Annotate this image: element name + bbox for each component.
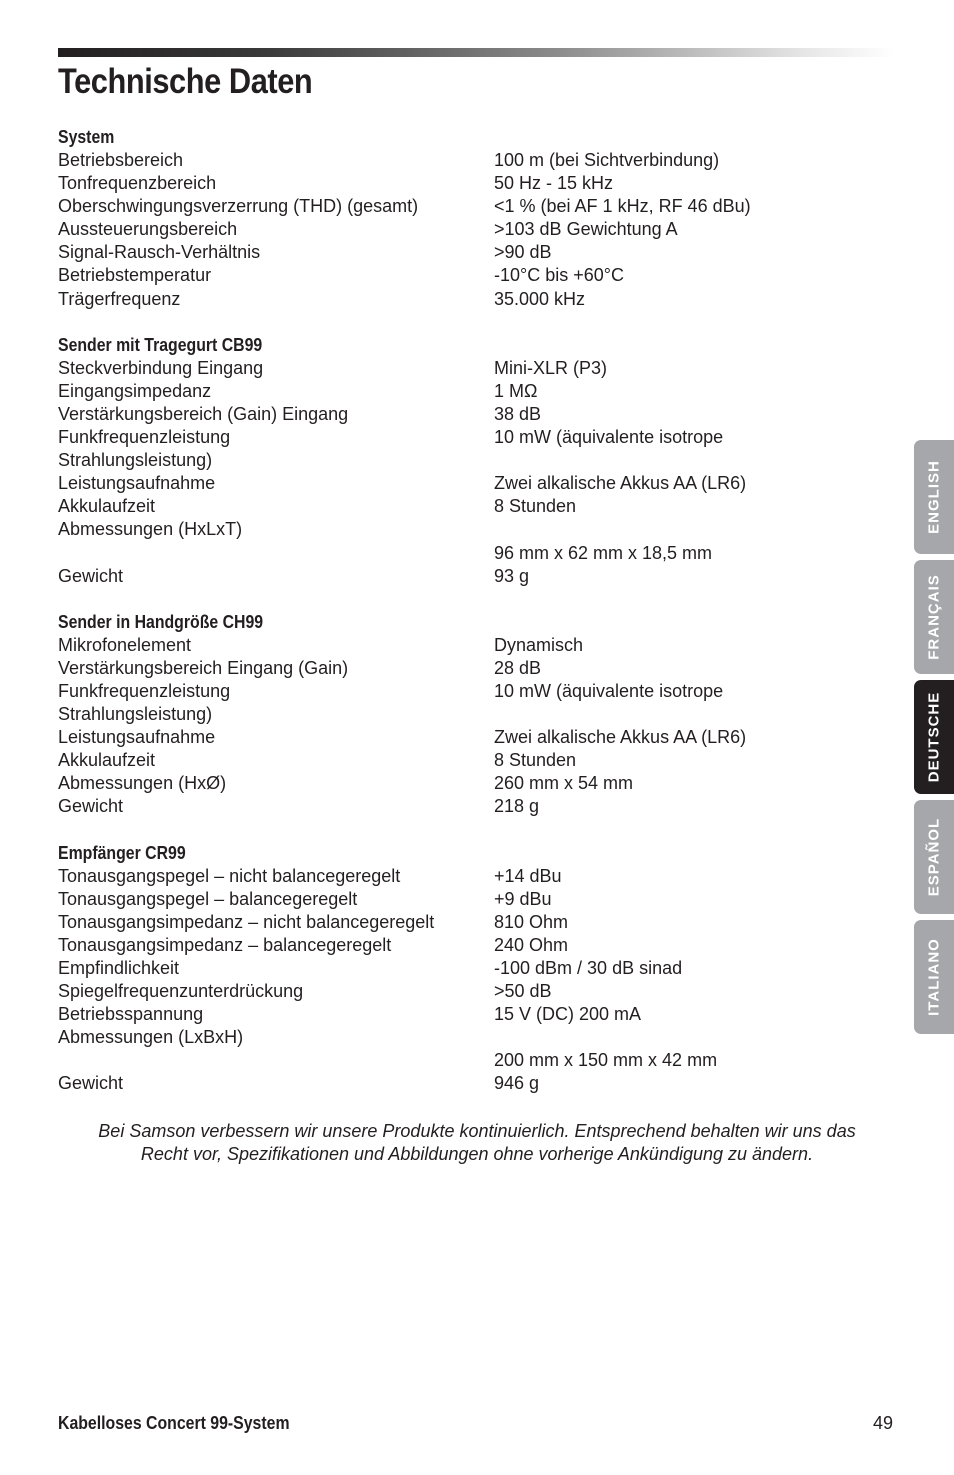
spec-label: Funkfrequenzleistung bbox=[58, 427, 231, 448]
spec-value: Zwei alkalische Akkus AA (LR6) bbox=[494, 473, 747, 494]
spec-value: 93 g bbox=[494, 565, 530, 586]
spec-label: Funkfrequenzleistung bbox=[58, 680, 231, 701]
spec-label: Spiegelfrequenzunterdrückung bbox=[58, 981, 304, 1002]
spec-row bbox=[58, 241, 858, 264]
spec-value: 218 g bbox=[494, 796, 540, 817]
spec-value: 10 mW (äquivalente isotrope bbox=[494, 680, 724, 701]
spec-value: Zwei alkalische Akkus AA (LR6) bbox=[494, 727, 747, 748]
spec-row bbox=[58, 495, 858, 518]
spec-label: Aussteuerungsbereich bbox=[58, 219, 238, 240]
spec-row bbox=[58, 1072, 858, 1095]
spec-label: Strahlungsleistung) bbox=[58, 704, 213, 725]
spec-row bbox=[58, 657, 858, 680]
spec-row bbox=[58, 518, 858, 541]
tab-label: ITALIANO bbox=[925, 938, 943, 1016]
section-ch99 bbox=[58, 611, 858, 819]
section-gap bbox=[58, 311, 858, 334]
section-title: Sender mit Tragegurt CB99 bbox=[58, 334, 263, 355]
disclaimer-line: Bei Samson verbessern wir unsere Produkte kontinuierlich. Entsprechend behalten wir uns das bbox=[98, 1121, 856, 1141]
spec-row bbox=[58, 957, 858, 980]
spec-row bbox=[58, 449, 858, 472]
spec-label: Betriebstemperatur bbox=[58, 265, 212, 286]
spec-row bbox=[58, 1026, 858, 1049]
spec-row bbox=[58, 680, 858, 703]
spec-value: Dynamisch bbox=[494, 634, 584, 655]
section-system bbox=[58, 126, 858, 311]
section-title: Empfänger CR99 bbox=[58, 842, 186, 863]
spec-row bbox=[58, 1003, 858, 1026]
tab-francais[interactable] bbox=[914, 560, 954, 674]
spec-content bbox=[58, 126, 858, 1096]
spec-row bbox=[58, 865, 858, 888]
tab-english[interactable] bbox=[914, 440, 954, 554]
spec-label: Signal-Rausch-Verhältnis bbox=[58, 242, 261, 263]
spec-label: Betriebsbereich bbox=[58, 150, 184, 170]
spec-row bbox=[58, 772, 858, 795]
section-title: Sender in Handgröße CH99 bbox=[58, 611, 264, 632]
section-gap bbox=[58, 588, 858, 611]
page-title: Technische Daten bbox=[58, 62, 313, 101]
spec-label: Tonausgangspegel – balancegeregelt bbox=[58, 888, 358, 909]
spec-value: 260 mm x 54 mm bbox=[494, 773, 634, 794]
spec-row bbox=[58, 888, 858, 911]
spec-label: Leistungsaufnahme bbox=[58, 727, 216, 748]
spec-label: Abmessungen (HxLxT) bbox=[58, 519, 243, 540]
spec-row bbox=[58, 195, 858, 218]
section-cr99 bbox=[58, 842, 858, 1096]
spec-value: 810 Ohm bbox=[494, 911, 569, 932]
spec-row bbox=[58, 149, 858, 172]
spec-label: Mikrofonelement bbox=[58, 634, 192, 655]
spec-value: 100 m (bei Sichtverbindung) bbox=[494, 150, 720, 170]
spec-label: Oberschwingungsverzerrung (THD) (gesamt) bbox=[58, 196, 419, 217]
spec-row bbox=[58, 542, 858, 565]
spec-value: +14 dBu bbox=[494, 865, 562, 886]
tab-label: ESPAÑOL bbox=[925, 817, 943, 897]
spec-label: Abmessungen (HxØ) bbox=[58, 773, 227, 794]
spec-row bbox=[58, 288, 858, 311]
spec-value: 1 MΩ bbox=[494, 380, 538, 401]
spec-label: Betriebsspannung bbox=[58, 1004, 204, 1025]
spec-label: Tonfrequenzbereich bbox=[58, 173, 217, 194]
spec-value: >103 dB Gewichtung A bbox=[494, 219, 678, 240]
spec-row bbox=[58, 980, 858, 1003]
spec-value: 50 Hz - 15 kHz bbox=[494, 173, 614, 194]
spec-label: Akkulaufzeit bbox=[58, 750, 156, 771]
spec-label: Verstärkungsbereich (Gain) Eingang bbox=[58, 403, 349, 424]
spec-value: 15 V (DC) 200 mA bbox=[494, 1004, 642, 1025]
spec-value: 35.000 kHz bbox=[494, 288, 586, 309]
spec-row bbox=[58, 218, 858, 241]
spec-label: Leistungsaufnahme bbox=[58, 473, 216, 494]
spec-value: Mini-XLR (P3) bbox=[494, 357, 608, 378]
spec-label: Tonausgangspegel – nicht balancegeregelt bbox=[58, 865, 401, 886]
spec-row bbox=[58, 403, 858, 426]
section-gap bbox=[58, 819, 858, 842]
spec-value: 38 dB bbox=[494, 403, 542, 424]
spec-row bbox=[58, 380, 858, 403]
spec-row bbox=[58, 634, 858, 657]
spec-row bbox=[58, 172, 858, 195]
spec-value: +9 dBu bbox=[494, 888, 552, 909]
section-cb99 bbox=[58, 334, 858, 588]
spec-value: -10°C bis +60°C bbox=[494, 265, 624, 286]
spec-label: Gewicht bbox=[58, 565, 124, 586]
spec-value: 10 mW (äquivalente isotrope bbox=[494, 427, 724, 448]
spec-label: Empfindlichkeit bbox=[58, 958, 180, 978]
spec-row bbox=[58, 426, 858, 449]
tab-label: ENGLISH bbox=[925, 460, 943, 534]
tab-italiano[interactable] bbox=[914, 920, 954, 1034]
spec-row bbox=[58, 472, 858, 495]
tab-label: FRANÇAIS bbox=[925, 574, 943, 660]
spec-label: Strahlungsleistung) bbox=[58, 450, 213, 471]
spec-row bbox=[58, 795, 858, 818]
spec-label: Gewicht bbox=[58, 1073, 124, 1094]
spec-value: 8 Stunden bbox=[494, 496, 577, 517]
spec-label: Trägerfrequenz bbox=[58, 288, 181, 309]
section-title: System bbox=[58, 127, 115, 147]
page-number: 49 bbox=[872, 1413, 893, 1433]
spec-row bbox=[58, 749, 858, 772]
spec-label: Tonausgangsimpedanz – nicht balancegeregelt bbox=[58, 911, 435, 932]
spec-value: 96 mm x 62 mm x 18,5 mm bbox=[494, 542, 713, 563]
spec-value: 28 dB bbox=[494, 657, 542, 678]
spec-row bbox=[58, 264, 858, 287]
spec-label: Verstärkungsbereich Eingang (Gain) bbox=[58, 657, 349, 678]
spec-value: 240 Ohm bbox=[494, 934, 569, 955]
spec-label: Eingangsimpedanz bbox=[58, 380, 212, 401]
spec-value: 8 Stunden bbox=[494, 750, 577, 771]
tab-label: DEUTSCHE bbox=[925, 691, 943, 783]
disclaimer-line: Recht vor, Spezifikationen und Abbildungen ohne vorherige Ankündigung zu ändern. bbox=[140, 1144, 814, 1164]
spec-label: Gewicht bbox=[58, 796, 124, 817]
footer-product-name: Kabelloses Concert 99-System bbox=[58, 1413, 290, 1433]
spec-row bbox=[58, 565, 858, 588]
spec-value: >50 dB bbox=[494, 981, 552, 1002]
tab-deutsche[interactable] bbox=[914, 680, 954, 794]
spec-label: Akkulaufzeit bbox=[58, 496, 156, 517]
spec-label: Abmessungen (LxBxH) bbox=[58, 1027, 244, 1048]
spec-row bbox=[58, 357, 858, 380]
spec-row bbox=[58, 726, 858, 749]
spec-row bbox=[58, 703, 858, 726]
header-gradient-bar bbox=[58, 48, 894, 57]
spec-label: Steckverbindung Eingang bbox=[58, 357, 264, 378]
spec-label: Tonausgangsimpedanz – balancegeregelt bbox=[58, 934, 392, 955]
spec-row bbox=[58, 1049, 858, 1072]
spec-value: <1 % (bei AF 1 kHz, RF 46 dBu) bbox=[494, 196, 751, 217]
spec-value: 946 g bbox=[494, 1073, 540, 1094]
spec-row bbox=[58, 934, 858, 957]
spec-value: >90 dB bbox=[494, 242, 552, 263]
spec-row bbox=[58, 911, 858, 934]
spec-value: -100 dBm / 30 dB sinad bbox=[494, 958, 683, 978]
disclaimer-note bbox=[58, 1120, 896, 1166]
spec-value: 200 mm x 150 mm x 42 mm bbox=[494, 1050, 718, 1071]
tab-espanol[interactable] bbox=[914, 800, 954, 914]
